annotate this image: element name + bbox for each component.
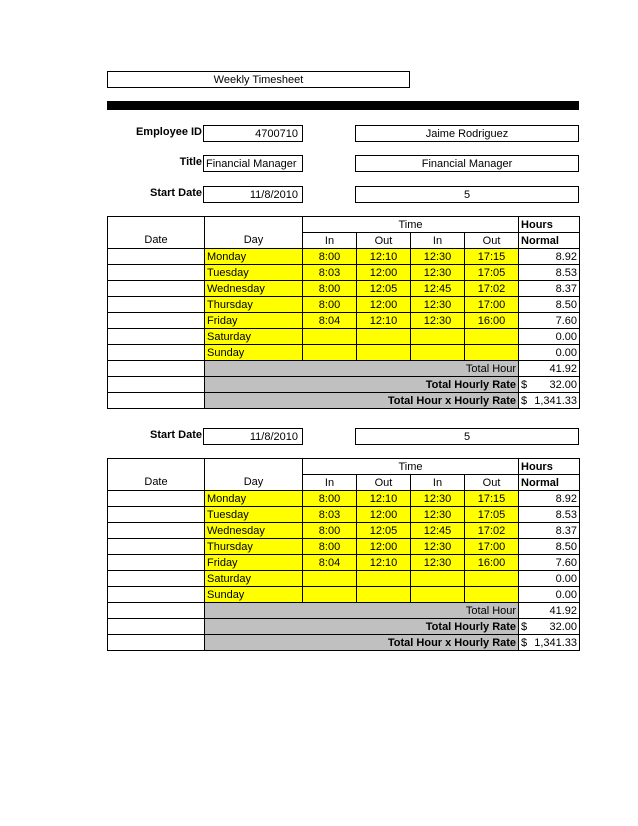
hours-cell: 0.00	[519, 345, 580, 361]
date-cell	[108, 377, 205, 393]
time-in-cell[interactable]	[411, 587, 465, 603]
in-header: In	[303, 233, 357, 249]
time-in-cell[interactable]: 8:00	[303, 297, 357, 313]
hourly-rate-row	[108, 619, 580, 635]
out-header: Out	[357, 233, 411, 249]
time-in-cell[interactable]: 8:00	[303, 539, 357, 555]
out-header: Out	[465, 475, 519, 491]
header-blank	[205, 217, 303, 233]
date-cell	[108, 635, 205, 651]
day-cell: Wednesday	[205, 523, 303, 539]
time-in-cell[interactable]: 8:03	[303, 507, 357, 523]
hours-cell: 8.53	[519, 507, 580, 523]
timesheet-table-week1	[107, 216, 580, 409]
hours-header: Hours	[519, 217, 580, 233]
date-cell[interactable]	[108, 265, 205, 281]
in-header: In	[303, 475, 357, 491]
time-out-cell[interactable]: 16:00	[465, 313, 519, 329]
page-title: Weekly Timesheet	[107, 71, 410, 88]
time-out-cell[interactable]: 12:05	[357, 281, 411, 297]
day-cell: Tuesday	[205, 507, 303, 523]
week-number-field-2: 5	[355, 428, 579, 445]
time-out-cell[interactable]: 12:00	[357, 297, 411, 313]
date-cell[interactable]	[108, 507, 205, 523]
time-out-cell[interactable]	[465, 345, 519, 361]
time-out-cell[interactable]	[465, 571, 519, 587]
date-header: Date	[108, 233, 205, 249]
in-header: In	[411, 233, 465, 249]
date-cell[interactable]	[108, 249, 205, 265]
date-cell[interactable]	[108, 297, 205, 313]
date-cell[interactable]	[108, 281, 205, 297]
employee-name-field[interactable]: Jaime Rodriguez	[355, 125, 579, 142]
day-row	[108, 297, 580, 313]
total-hour-label: Total Hour	[205, 603, 519, 619]
total-hour-value: 41.92	[519, 361, 580, 377]
day-row	[108, 345, 580, 361]
time-out-cell[interactable]: 17:00	[465, 297, 519, 313]
day-row	[108, 555, 580, 571]
time-in-cell[interactable]: 8:00	[303, 523, 357, 539]
time-out-cell[interactable]: 12:10	[357, 555, 411, 571]
hours-cell: 0.00	[519, 329, 580, 345]
day-cell: Friday	[205, 313, 303, 329]
day-row	[108, 523, 580, 539]
day-cell: Tuesday	[205, 265, 303, 281]
title-display: Financial Manager	[355, 155, 579, 172]
time-out-cell[interactable]: 12:10	[357, 491, 411, 507]
timesheet-table-week2	[107, 458, 580, 651]
time-in-cell[interactable]: 12:30	[411, 491, 465, 507]
date-header: Date	[108, 475, 205, 491]
time-out-cell[interactable]: 12:00	[357, 539, 411, 555]
day-header: Day	[205, 475, 303, 491]
employee-id-field[interactable]: 4700710	[203, 125, 303, 142]
currency-symbol: $	[521, 636, 528, 649]
normal-header: Normal	[519, 475, 580, 491]
hourly-rate-value: 32.00	[549, 620, 578, 633]
date-cell[interactable]	[108, 539, 205, 555]
date-cell[interactable]	[108, 571, 205, 587]
total-hour-label: Total Hour	[205, 361, 519, 377]
day-cell: Saturday	[205, 571, 303, 587]
time-in-cell[interactable]: 8:04	[303, 313, 357, 329]
time-out-cell[interactable]: 16:00	[465, 555, 519, 571]
date-cell[interactable]	[108, 329, 205, 345]
time-out-cell[interactable]	[357, 587, 411, 603]
day-cell: Monday	[205, 491, 303, 507]
out-header: Out	[357, 475, 411, 491]
hourly-rate-label: Total Hourly Rate	[205, 619, 519, 635]
start-date-label-2: Start Date	[150, 429, 202, 441]
time-out-cell[interactable]: 12:10	[357, 249, 411, 265]
hours-cell: 7.60	[519, 555, 580, 571]
header-blank	[108, 217, 205, 233]
time-out-cell[interactable]	[465, 329, 519, 345]
total-hour-row	[108, 361, 580, 377]
day-cell: Wednesday	[205, 281, 303, 297]
hours-cell: 8.50	[519, 539, 580, 555]
date-cell	[108, 393, 205, 409]
day-row	[108, 507, 580, 523]
hours-cell: 8.37	[519, 281, 580, 297]
total-hour-row	[108, 603, 580, 619]
time-out-cell[interactable]: 17:05	[465, 507, 519, 523]
total-pay-value: 1,341.33	[534, 636, 578, 649]
day-row	[108, 329, 580, 345]
time-in-cell[interactable]: 12:30	[411, 507, 465, 523]
time-in-cell[interactable]: 8:03	[303, 265, 357, 281]
day-cell: Thursday	[205, 297, 303, 313]
time-out-cell[interactable]	[357, 571, 411, 587]
time-out-cell[interactable]: 12:10	[357, 313, 411, 329]
header-divider-bar	[107, 101, 579, 110]
normal-header: Normal	[519, 233, 580, 249]
hours-cell: 8.53	[519, 265, 580, 281]
time-in-cell[interactable]: 12:30	[411, 539, 465, 555]
time-in-cell[interactable]: 12:45	[411, 281, 465, 297]
time-in-cell[interactable]: 12:30	[411, 313, 465, 329]
time-out-cell[interactable]	[357, 345, 411, 361]
time-in-cell[interactable]: 12:45	[411, 523, 465, 539]
start-date-field[interactable]: 11/8/2010	[203, 186, 303, 203]
time-out-cell[interactable]: 17:00	[465, 539, 519, 555]
hourly-rate-cell[interactable]	[519, 619, 580, 635]
day-row	[108, 571, 580, 587]
out-header: Out	[465, 233, 519, 249]
time-in-cell[interactable]	[303, 345, 357, 361]
header-blank	[108, 459, 205, 475]
time-out-cell[interactable]	[357, 329, 411, 345]
day-row	[108, 313, 580, 329]
hours-cell: 8.92	[519, 249, 580, 265]
time-header: Time	[303, 459, 519, 475]
total-pay-row	[108, 635, 580, 651]
total-pay-row	[108, 393, 580, 409]
hours-header: Hours	[519, 459, 580, 475]
day-row	[108, 249, 580, 265]
date-cell[interactable]	[108, 523, 205, 539]
time-out-cell[interactable]: 12:00	[357, 265, 411, 281]
day-header: Day	[205, 233, 303, 249]
date-cell[interactable]	[108, 345, 205, 361]
time-in-cell[interactable]	[411, 345, 465, 361]
hourly-rate-label: Total Hourly Rate	[205, 377, 519, 393]
hours-cell: 0.00	[519, 571, 580, 587]
day-cell: Monday	[205, 249, 303, 265]
time-in-cell[interactable]: 12:30	[411, 249, 465, 265]
hourly-rate-value: 32.00	[549, 378, 578, 391]
time-out-cell[interactable]: 17:05	[465, 265, 519, 281]
title-label: Title	[179, 156, 202, 168]
date-cell[interactable]	[108, 313, 205, 329]
time-in-cell[interactable]: 12:30	[411, 555, 465, 571]
day-row	[108, 491, 580, 507]
date-cell[interactable]	[108, 491, 205, 507]
date-cell	[108, 361, 205, 377]
day-row	[108, 265, 580, 281]
total-pay-cell	[519, 393, 580, 409]
time-in-cell[interactable]: 8:00	[303, 491, 357, 507]
day-row	[108, 539, 580, 555]
date-cell[interactable]	[108, 587, 205, 603]
time-in-cell[interactable]	[303, 571, 357, 587]
start-date-label: Start Date	[150, 187, 202, 199]
day-cell: Friday	[205, 555, 303, 571]
total-hour-value: 41.92	[519, 603, 580, 619]
time-in-cell[interactable]: 8:00	[303, 281, 357, 297]
hourly-rate-row	[108, 377, 580, 393]
time-in-cell[interactable]: 8:00	[303, 249, 357, 265]
hours-cell: 0.00	[519, 587, 580, 603]
date-cell	[108, 603, 205, 619]
time-out-cell[interactable]: 17:02	[465, 281, 519, 297]
time-in-cell[interactable]: 12:30	[411, 297, 465, 313]
hours-cell: 8.92	[519, 491, 580, 507]
hours-cell: 7.60	[519, 313, 580, 329]
total-pay-value: 1,341.33	[534, 394, 578, 407]
time-in-cell[interactable]: 12:30	[411, 265, 465, 281]
day-cell: Sunday	[205, 587, 303, 603]
time-out-cell[interactable]: 12:00	[357, 507, 411, 523]
day-cell: Saturday	[205, 329, 303, 345]
week-number-field: 5	[355, 186, 579, 203]
hours-cell: 8.37	[519, 523, 580, 539]
day-row	[108, 281, 580, 297]
total-pay-cell	[519, 635, 580, 651]
employee-id-label: Employee ID	[135, 126, 202, 138]
currency-symbol: $	[521, 378, 528, 391]
date-cell[interactable]	[108, 555, 205, 571]
day-cell: Thursday	[205, 539, 303, 555]
day-row	[108, 587, 580, 603]
time-out-cell[interactable]: 17:15	[465, 491, 519, 507]
time-in-cell[interactable]	[303, 329, 357, 345]
currency-symbol: $	[521, 394, 528, 407]
start-date-field-2[interactable]: 11/8/2010	[203, 428, 303, 445]
time-out-cell[interactable]: 17:15	[465, 249, 519, 265]
title-field[interactable]: Financial Manager	[203, 155, 303, 172]
day-cell: Sunday	[205, 345, 303, 361]
hours-cell: 8.50	[519, 297, 580, 313]
header-blank	[205, 459, 303, 475]
in-header: In	[411, 475, 465, 491]
hourly-rate-cell[interactable]	[519, 377, 580, 393]
time-header: Time	[303, 217, 519, 233]
time-out-cell[interactable]: 12:05	[357, 523, 411, 539]
date-cell	[108, 619, 205, 635]
time-in-cell[interactable]	[303, 587, 357, 603]
time-in-cell[interactable]	[411, 329, 465, 345]
total-pay-label: Total Hour x Hourly Rate	[205, 635, 519, 651]
time-in-cell[interactable]	[411, 571, 465, 587]
total-pay-label: Total Hour x Hourly Rate	[205, 393, 519, 409]
currency-symbol: $	[521, 620, 528, 633]
time-in-cell[interactable]: 8:04	[303, 555, 357, 571]
time-out-cell[interactable]: 17:02	[465, 523, 519, 539]
time-out-cell[interactable]	[465, 587, 519, 603]
